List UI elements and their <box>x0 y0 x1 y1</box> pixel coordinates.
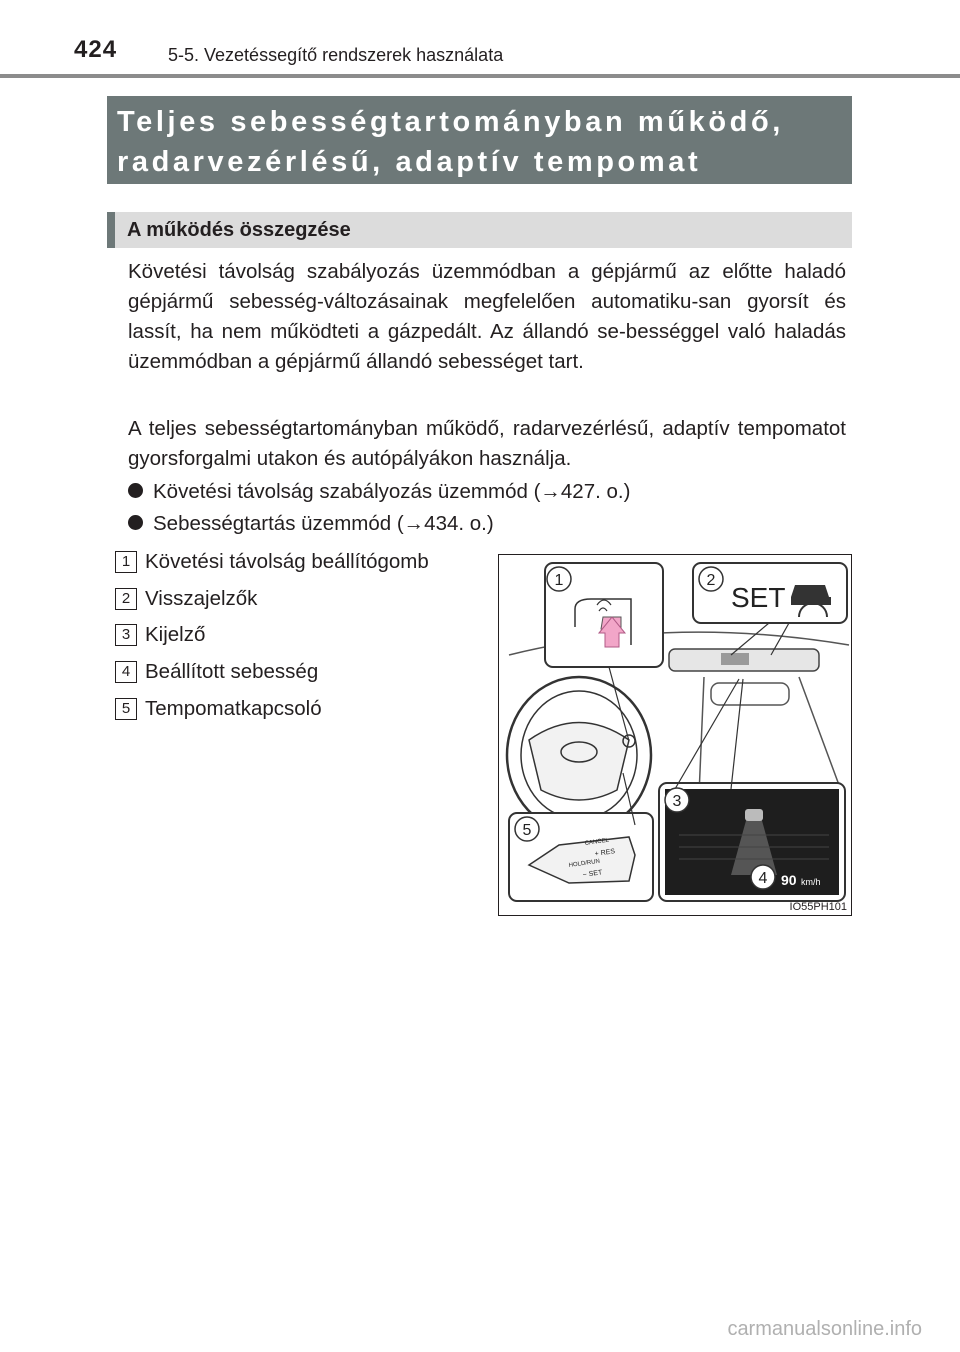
cockpit-illustration <box>498 554 852 916</box>
lever-label-set: − SET <box>582 869 603 879</box>
callout-number-2: 2 <box>706 572 716 589</box>
preceding-car-icon <box>745 809 763 821</box>
page-title-line-2: radarvezérlésű, adaptív tempomat <box>117 146 702 178</box>
header-rule <box>0 74 960 78</box>
cockpit-drawing <box>499 555 851 915</box>
legend-item <box>115 550 429 578</box>
set-speed-value: 90 <box>781 872 797 888</box>
lever-label-cancel: CANCEL <box>584 837 610 847</box>
legend-number: 1 <box>115 551 137 573</box>
legend-label: Követési távolság beállítógomb <box>145 550 429 573</box>
legend-label: Beállított sebesség <box>145 660 319 683</box>
bullet-text: Sebességtartás üzemmód (→434. o.) <box>153 512 494 535</box>
page-title-line-1: Teljes sebességtartományban működő, <box>117 106 784 138</box>
set-speed-unit: km/h <box>801 877 821 887</box>
figure-code: IO55PH101 <box>789 901 847 913</box>
legend-item <box>115 623 205 651</box>
leader-line-3b <box>675 679 739 789</box>
page-title <box>107 96 852 184</box>
bullet-item <box>128 477 630 507</box>
legend-item <box>115 587 257 615</box>
paragraph: Követési távolság szabályozás üzemmódban a gépjármű az előtte haladó gépjármű sebesség-változásainak megfelelően automatiku-san gyorsít és lassít, ha nem működteti a gázpedált. Az állandó se-bességgel való haladás üzemmódban a gépjármű állandó sebességet tart. <box>128 260 846 373</box>
lever-label-hold: HOLD/RUN <box>568 858 601 869</box>
bullet-dot-icon <box>128 515 143 530</box>
paragraph: A teljes sebességtartományban működő, radarvezérlésű, adaptív tempomatot gyorsforgalmi utakon és autópályákon használja. <box>128 417 846 470</box>
legend-number: 3 <box>115 624 137 646</box>
section-heading <box>107 212 852 248</box>
legend-item <box>115 660 318 688</box>
display-screen <box>721 653 749 665</box>
callout-number-5: 5 <box>522 822 532 839</box>
callout-number-4: 4 <box>758 870 768 887</box>
center-console <box>699 677 839 795</box>
section-heading-text: A működés összegzése <box>127 219 351 241</box>
legend-number: 2 <box>115 588 137 610</box>
callout-number-1: 1 <box>554 572 564 589</box>
legend-label: Kijelző <box>145 623 206 646</box>
page-number: 424 <box>74 36 118 63</box>
running-header: 5-5. Vezetéssegítő rendszerek használata <box>168 45 504 65</box>
legend-label: Tempomatkapcsoló <box>145 697 322 720</box>
set-indicator-text: SET <box>731 582 786 613</box>
air-vent <box>711 683 789 705</box>
car-indicator-icon <box>791 585 831 605</box>
bullet-dot-icon <box>128 483 143 498</box>
legend-number: 5 <box>115 698 137 720</box>
callout-number-3: 3 <box>672 793 682 810</box>
bullet-text: Követési távolság szabályozás üzemmód (→427. o.) <box>153 480 631 503</box>
legend-label: Visszajelzők <box>145 587 258 610</box>
legend-number: 4 <box>115 661 137 683</box>
legend-item <box>115 697 322 725</box>
watermark: carmanualsonline.info <box>727 1318 922 1340</box>
lever-label-res: + RES <box>594 848 616 858</box>
bullet-item <box>128 509 494 539</box>
leader-line-3a <box>731 679 743 789</box>
